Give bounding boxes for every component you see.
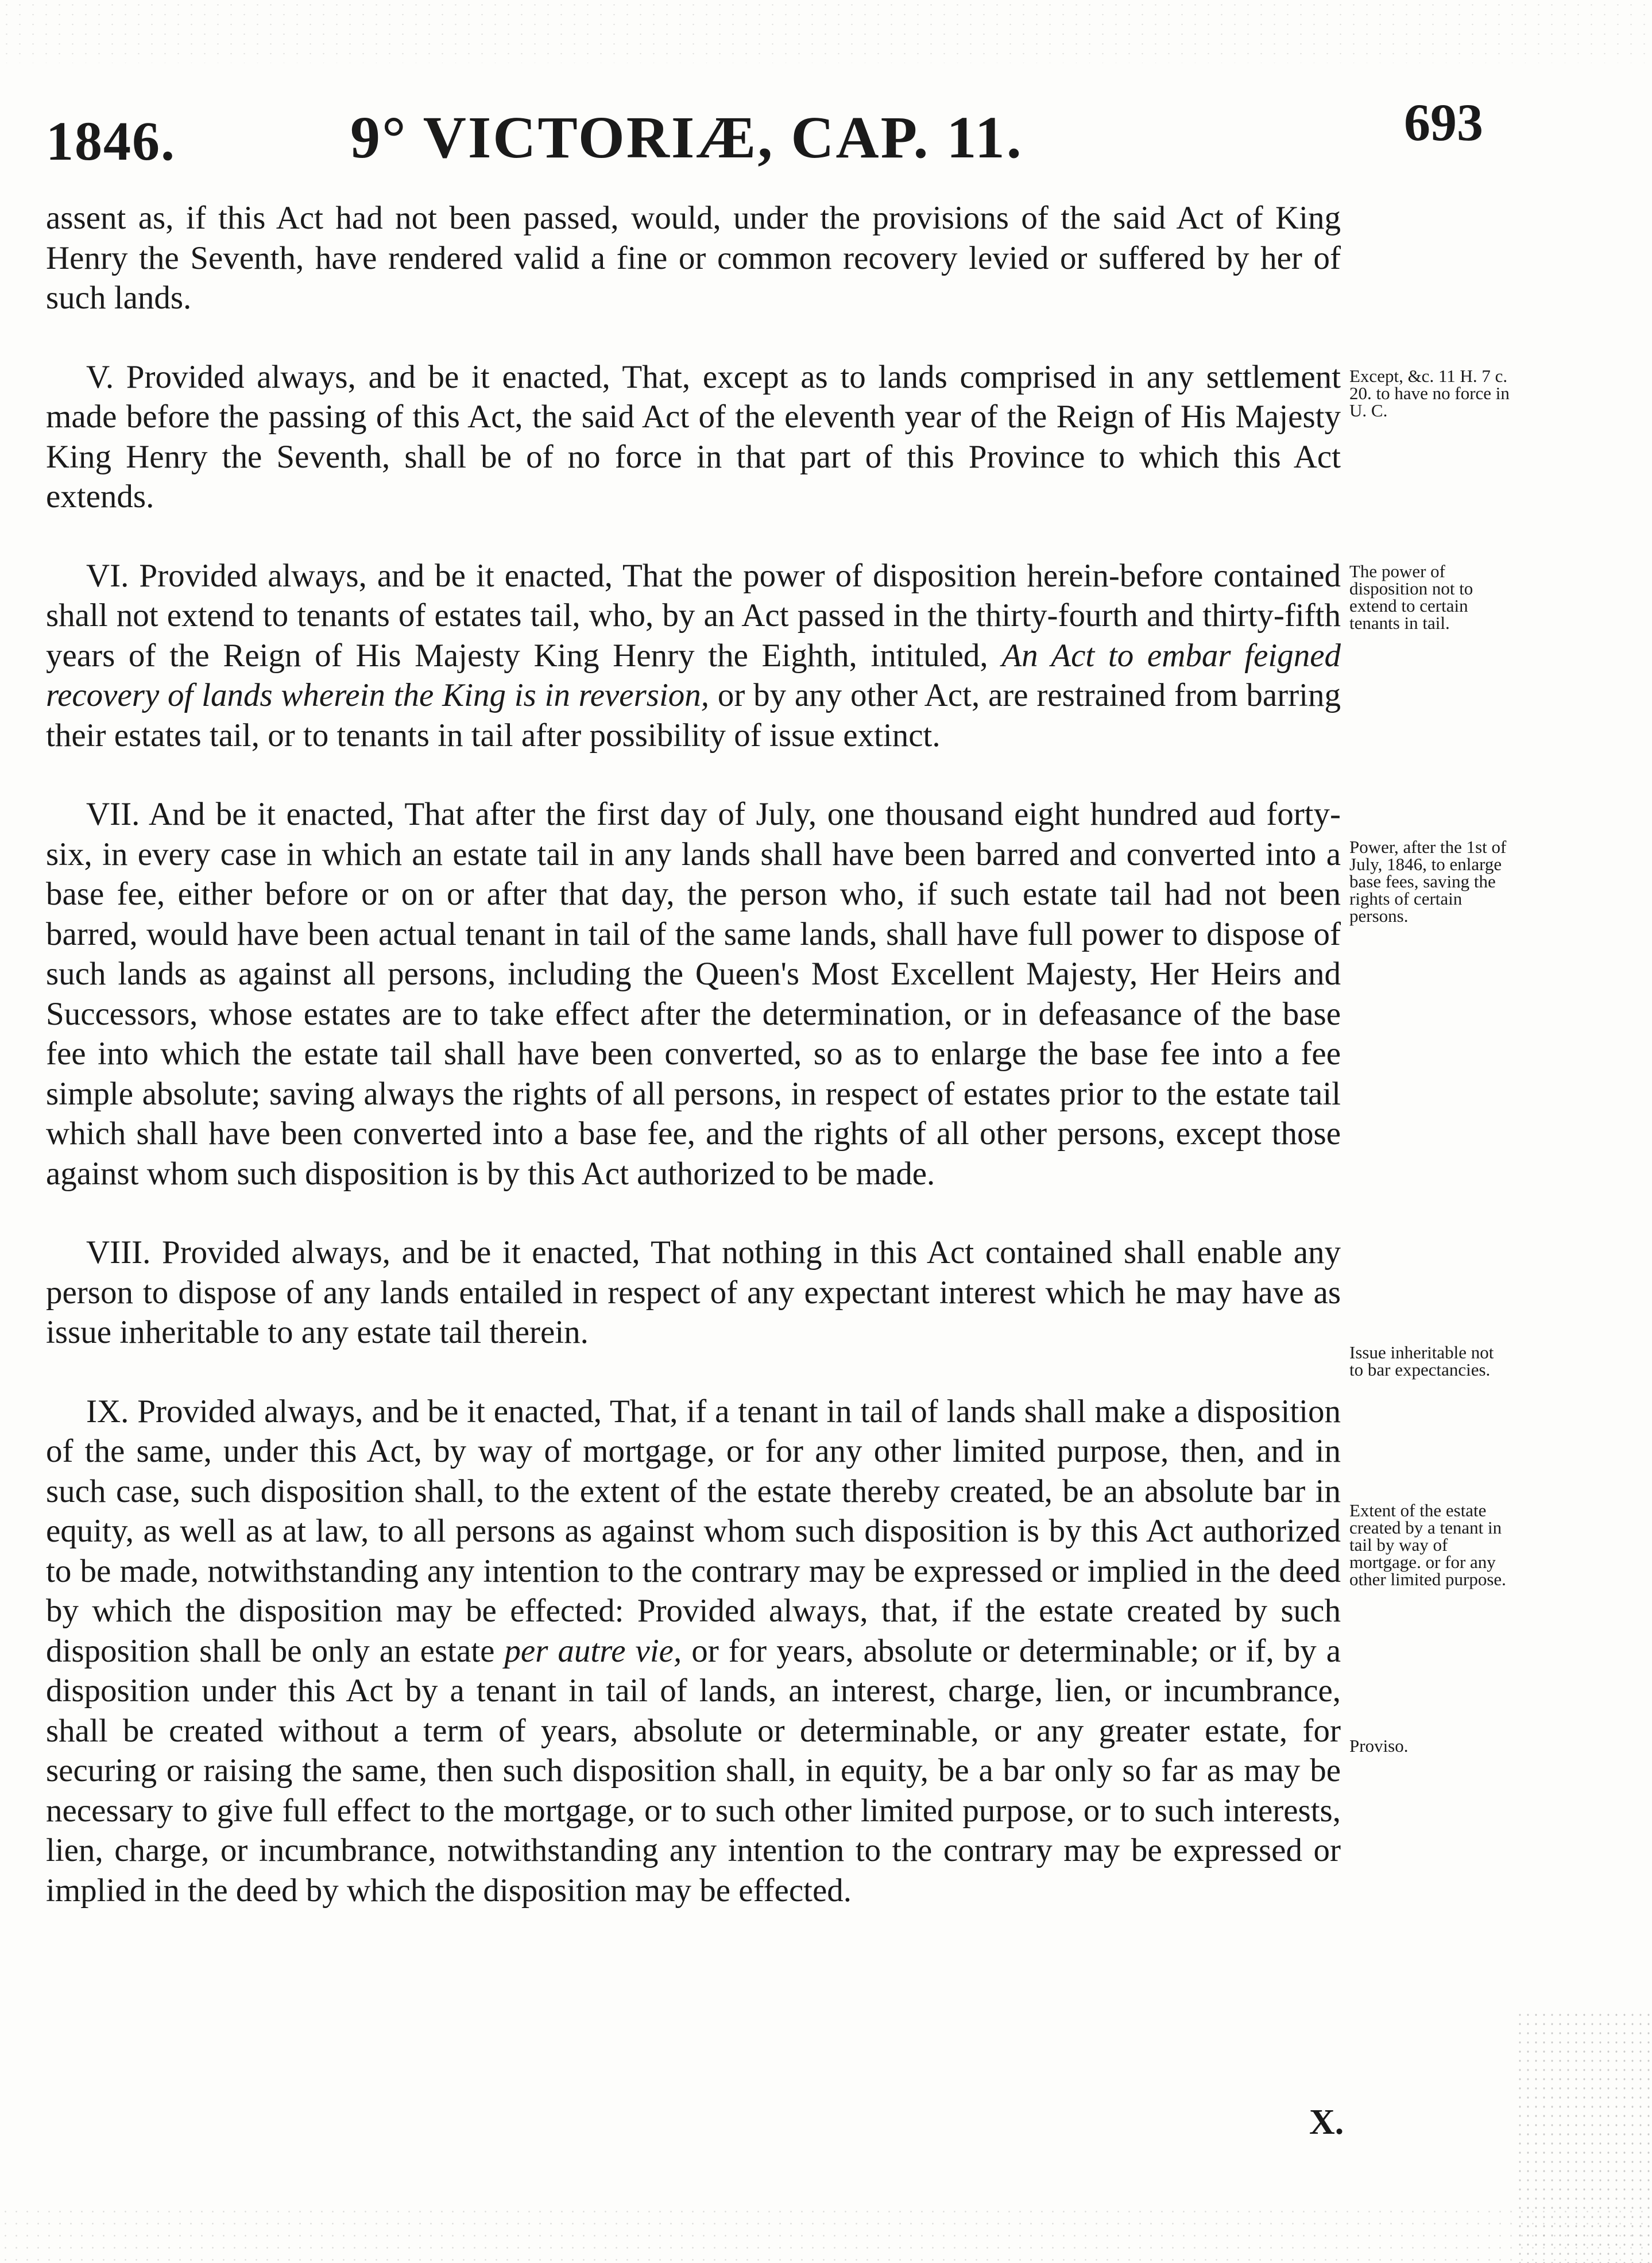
page-number: 693 bbox=[1404, 93, 1483, 152]
body-text bbox=[46, 198, 1341, 1910]
section-vi-text-b: or by any other Act, are restrained from barring their estates tail, or to tenants in tail after possibility of issue extinct. bbox=[46, 677, 1341, 754]
margin-note-section-ix: Extent of the estate created by a tenant in tail by way of mortgage. or for any other limited purpose. bbox=[1349, 1500, 1506, 1589]
scan-noise-corner bbox=[1516, 2010, 1652, 2263]
section-vi bbox=[46, 556, 1341, 756]
section-ix-latin: per autre vie, bbox=[504, 1632, 682, 1669]
section-viii: VIII. Provided always, and be it enacted, That nothing in this Act contained shall enable any person to dispose of any lands entailed in respect of any expectant interest which he may have as issue inheritable to any estate tail therein. bbox=[46, 1234, 1341, 1350]
section-ix-text-a: IX. Provided always, and be it enacted, That, if a tenant in tail of lands shall make a disposition of the same, under this Act, by way of mortgage, or for any other limited purpose, then, and in such case, such disposition shall, to the extent of the estate thereby created, be an absolute bar in equity, as well as at law, to all persons as against whom such disposition is by this Act authorized to be made, notwithstanding any intention to the contrary may be expressed or implied in the deed by which the disposition may be effected: Provided always, that, if the estate created by such disposition shall be only an estate bbox=[46, 1393, 1341, 1669]
section-vi-act-title: An Act to embar feigned recovery of lands wherein the King is in reversion, bbox=[46, 637, 1341, 713]
catchword: X. bbox=[1309, 2103, 1344, 2142]
scan-noise-bottom bbox=[0, 2206, 1652, 2263]
header-title: 9° VICTORIÆ, CAP. 11. bbox=[350, 105, 1023, 171]
section-vi-text-a: VI. Provided always, and be it enacted, That the power of disposition herein-before contained shall not extend to tenants of estates tail, who, by an Act passed in the thirty-fourth and thirty-fifth years of the Reign of His Majesty King Henry the Eighth, intituled, bbox=[46, 557, 1341, 674]
section-vii: VII. And be it enacted, That after the first day of July, one thousand eight hundred aud forty-six, in every case in which an estate tail in any lands shall have been barred and converted into a base fee, either before or on or after that day, the person who, if such estate tail had not been barred, would have been actual tenant in tail of the same lands, shall have full power to dispose of such lands as against all persons, including the Queen's Most Excellent Majesty, Her Heirs and Successors, whose estates are to take effect after the determination, or in defeasance of the base fee into which the estate tail shall have been converted, so as to enlarge the base fee into a fee simple absolute; saving always the rights of all persons, in respect of estates prior to the estate tail which shall have been converted into a base fee, and the rights of all other persons, except those against whom such disposition is by this Act authorized to be made. bbox=[46, 796, 1341, 1192]
paragraph-continued: assent as, if this Act had not been passed, would, under the provisions of the said Act of King Henry the Seventh, have rendered valid a fine or common recovery levied or suffered by her of such lands. bbox=[46, 200, 1341, 316]
running-header bbox=[46, 86, 1504, 172]
header-year: 1846. bbox=[46, 110, 176, 172]
margin-note-section-v: Except, &c. 11 H. 7 c. 20. to have no force in U. C. bbox=[1349, 366, 1510, 420]
margin-note-section-vii: Power, after the 1st of July, 1846, to enlarge base fees, saving the rights of certain persons. bbox=[1349, 837, 1507, 926]
section-v: V. Provided always, and be it enacted, That, except as to lands comprised in any settlement made before the passing of this Act, the said Act of the eleventh year of the Reign of His Majesty King Henry the Seventh, shall be of no force in that part of this Province to which this Act extends. bbox=[46, 358, 1341, 515]
section-ix bbox=[46, 1392, 1341, 1911]
margin-note-section-viii: Issue inheritable not to bar expectancies. bbox=[1349, 1342, 1494, 1380]
section-ix-text-b: or for years, absolute or determinable; or if, by a disposition under this Act by a tenant in tail of lands, an interest, charge, lien, or incumbrance, shall be created without a term of years, absolute or determinable, or any greater estate, for securing or raising the same, then such disposition shall, in equity, be a bar only so far as may be necessary to give full effect to the mortgage, or to such other limited purpose, or to such interests, lien, charge, or incumbrance, notwithstanding any intention to the contrary may be expressed or implied in the deed by which the disposition may be effected. bbox=[46, 1632, 1341, 1909]
margin-note-proviso: Proviso. bbox=[1349, 1736, 1409, 1756]
margin-note-section-vi: The power of disposition not to extend to certain tenants in tail. bbox=[1349, 561, 1473, 633]
scan-noise-top bbox=[0, 0, 1652, 63]
